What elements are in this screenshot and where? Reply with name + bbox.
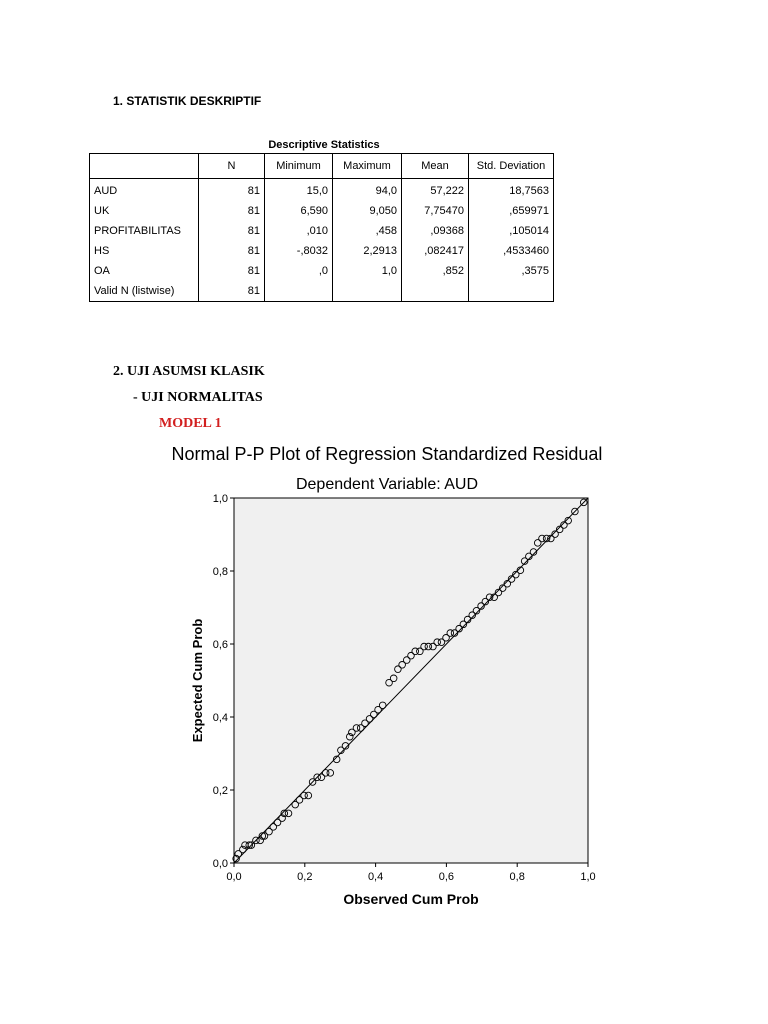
x-tick-label: 0,8 xyxy=(509,871,525,883)
table-cell: 15,0 xyxy=(265,179,333,202)
table-cell: 81 xyxy=(199,179,265,202)
table-header-cell: N xyxy=(199,154,265,179)
section-2-subtitle: - UJI NORMALITAS xyxy=(133,390,263,405)
x-tick-label: 0,4 xyxy=(367,871,384,883)
table-cell: UK xyxy=(90,201,199,221)
table-cell: ,852 xyxy=(402,261,469,281)
y-axis-label: Expected Cum Prob xyxy=(190,618,205,743)
table-cell: ,458 xyxy=(333,221,402,241)
table-cell: 7,75470 xyxy=(402,201,469,221)
y-tick-label: 1,0 xyxy=(212,493,228,505)
table-cell: -,8032 xyxy=(265,241,333,261)
table-cell: 57,222 xyxy=(402,179,469,202)
table-header-cell: Mean xyxy=(402,154,469,179)
table-cell xyxy=(265,281,333,302)
y-tick-label: 0,8 xyxy=(212,566,228,578)
table-header-cell: Minimum xyxy=(265,154,333,179)
table-cell: Valid N (listwise) xyxy=(90,281,199,302)
table-header-cell: Std. Deviation xyxy=(469,154,554,179)
table-cell: 1,0 xyxy=(333,261,402,281)
chart-title: Normal P-P Plot of Regression Standardized Residual xyxy=(171,444,603,464)
x-tick-label: 0,6 xyxy=(438,871,455,883)
section-2-title: 2. UJI ASUMSI KLASIK xyxy=(113,364,265,379)
table-cell: 9,050 xyxy=(333,201,402,221)
x-tick-label: 0,0 xyxy=(226,871,242,883)
table-cell xyxy=(469,281,554,302)
table-row xyxy=(90,281,554,302)
chart-subtitle: Dependent Variable: AUD xyxy=(295,476,479,493)
x-tick-label: 1,0 xyxy=(580,871,596,883)
table-row xyxy=(90,261,554,281)
table-cell: 18,7563 xyxy=(469,179,554,202)
table-cell: 81 xyxy=(199,201,265,221)
table-cell xyxy=(402,281,469,302)
table-cell: ,105014 xyxy=(469,221,554,241)
y-tick-label: 0,4 xyxy=(212,712,228,724)
table-header-cell xyxy=(90,154,199,179)
section-1-title: 1. STATISTIK DESKRIPTIF xyxy=(113,94,262,108)
table-cell xyxy=(333,281,402,302)
table-cell: ,09368 xyxy=(402,221,469,241)
x-tick-label: 0,2 xyxy=(297,871,313,883)
table-cell: 81 xyxy=(199,241,265,261)
table-cell: 81 xyxy=(199,221,265,241)
table-cell: 94,0 xyxy=(333,179,402,202)
table-cell: ,659971 xyxy=(469,201,554,221)
table-cell: 6,590 xyxy=(265,201,333,221)
table-cell: OA xyxy=(90,261,199,281)
table-cell: ,0 xyxy=(265,261,333,281)
table-cell: HS xyxy=(90,241,199,261)
table-row xyxy=(90,179,554,202)
table-header-row xyxy=(90,154,554,179)
table-cell: ,4533460 xyxy=(469,241,554,261)
y-tick-label: 0,2 xyxy=(212,785,228,797)
y-tick-label: 0,0 xyxy=(212,858,228,870)
table-header-cell: Maximum xyxy=(333,154,402,179)
pp-plot-chart xyxy=(180,488,620,913)
table-row xyxy=(90,221,554,241)
table-row xyxy=(90,241,554,261)
table-cell: 81 xyxy=(199,281,265,302)
table-cell: ,010 xyxy=(265,221,333,241)
x-axis-label: Observed Cum Prob xyxy=(343,891,479,907)
table-caption: Descriptive Statistics xyxy=(268,139,380,151)
table-cell: ,082417 xyxy=(402,241,469,261)
table-cell: PROFITABILITAS xyxy=(90,221,199,241)
table-cell: 2,2913 xyxy=(333,241,402,261)
y-tick-label: 0,6 xyxy=(212,639,228,651)
table-cell: AUD xyxy=(90,179,199,202)
table-row xyxy=(90,201,554,221)
model-label: MODEL 1 xyxy=(159,416,222,431)
table-cell: 81 xyxy=(199,261,265,281)
descriptive-statistics-table xyxy=(89,153,554,302)
table-cell: ,3575 xyxy=(469,261,554,281)
